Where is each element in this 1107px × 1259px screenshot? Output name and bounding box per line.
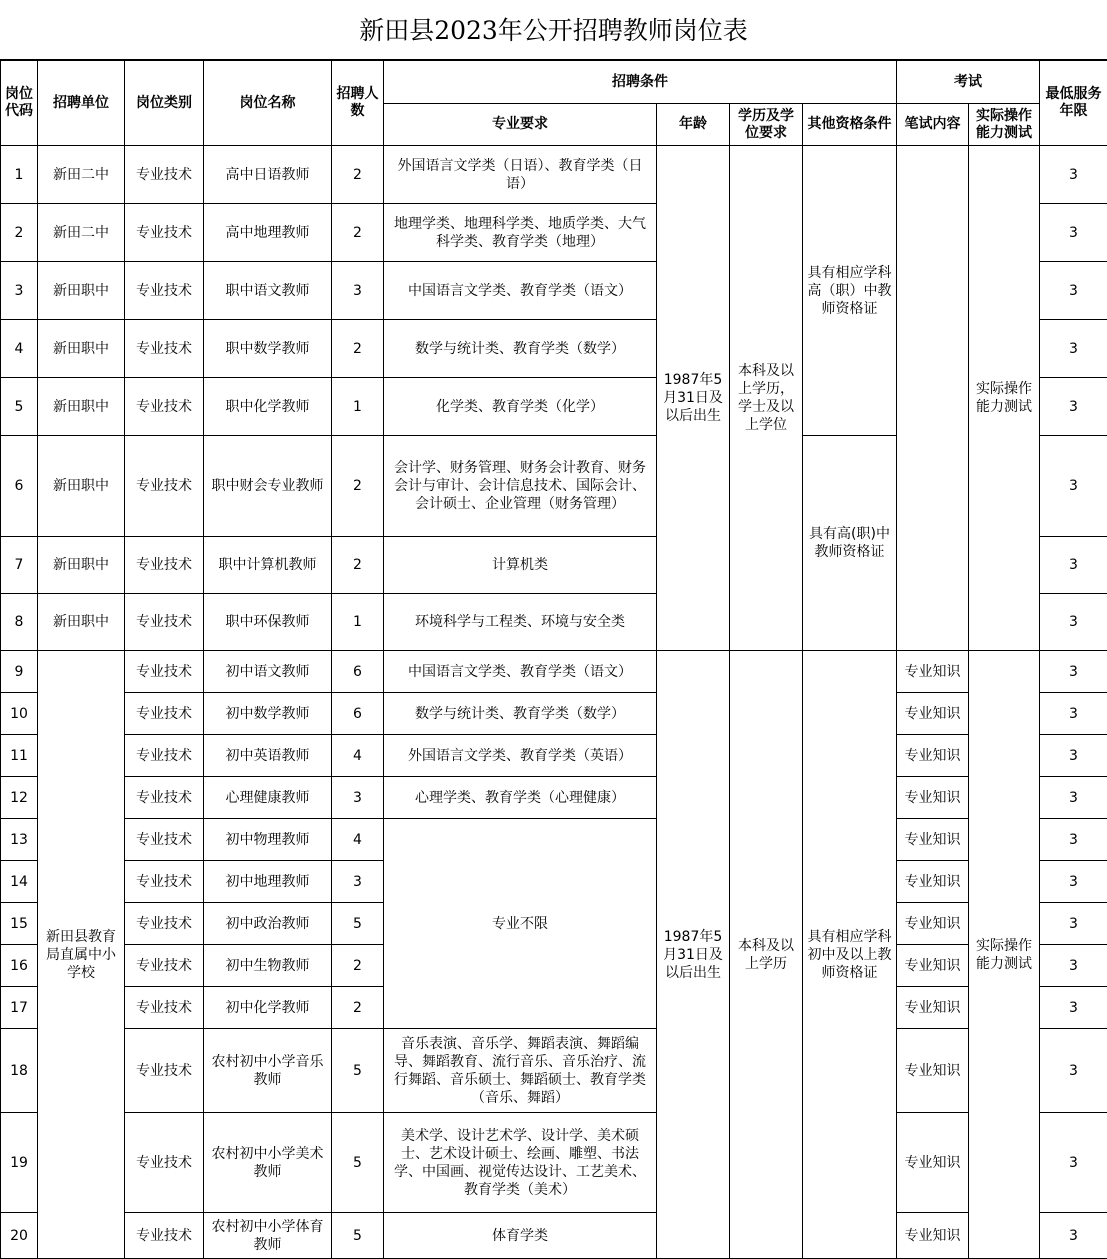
cell-practical-merged: 实际操作能力测试	[969, 651, 1040, 1259]
cell-category: 专业技术	[125, 378, 204, 436]
cell-position: 初中数学教师	[204, 693, 332, 735]
cell-position: 高中日语教师	[204, 146, 332, 204]
cell-unit: 新田职中	[38, 537, 125, 594]
cell-code: 8	[1, 594, 38, 651]
cell-category: 专业技术	[125, 262, 204, 320]
cell-position: 农村初中小学美术教师	[204, 1113, 332, 1213]
cell-position: 初中英语教师	[204, 735, 332, 777]
cell-count: 5	[332, 1113, 384, 1213]
table-row	[1, 819, 1107, 861]
cell-code: 1	[1, 146, 38, 204]
cell-count: 5	[332, 903, 384, 945]
cell-count: 2	[332, 204, 384, 262]
cell-count: 6	[332, 651, 384, 693]
cell-major-merged: 专业不限	[384, 819, 657, 1029]
cell-category: 专业技术	[125, 987, 204, 1029]
cell-code: 18	[1, 1029, 38, 1113]
cell-min-years: 3	[1040, 1029, 1107, 1113]
cell-category: 专业技术	[125, 146, 204, 204]
cell-unit: 新田二中	[38, 204, 125, 262]
cell-major: 中国语言文学类、教育学类（语文）	[384, 651, 657, 693]
cell-position: 高中地理教师	[204, 204, 332, 262]
cell-count: 2	[332, 945, 384, 987]
header-written: 笔试内容	[897, 104, 969, 146]
cell-unit: 新田职中	[38, 262, 125, 320]
cell-category: 专业技术	[125, 537, 204, 594]
cell-category: 专业技术	[125, 945, 204, 987]
cell-major: 会计学、财务管理、财务会计教育、财务会计与审计、会计信息技术、国际会计、会计硕士、企业管理（财务管理）	[384, 436, 657, 537]
cell-code: 11	[1, 735, 38, 777]
cell-position: 职中数学教师	[204, 320, 332, 378]
cell-min-years: 3	[1040, 693, 1107, 735]
table-row	[1, 146, 1107, 204]
cell-major: 心理学类、教育学类（心理健康）	[384, 777, 657, 819]
cell-written-empty	[897, 146, 969, 651]
cell-written: 专业知识	[897, 1113, 969, 1213]
cell-position: 农村初中小学体育教师	[204, 1213, 332, 1259]
table-row	[1, 651, 1107, 693]
cell-major: 数学与统计类、教育学类（数学）	[384, 693, 657, 735]
cell-code: 7	[1, 537, 38, 594]
cell-min-years: 3	[1040, 378, 1107, 436]
cell-major: 化学类、教育学类（化学）	[384, 378, 657, 436]
cell-position: 职中计算机教师	[204, 537, 332, 594]
cell-code: 4	[1, 320, 38, 378]
cell-category: 专业技术	[125, 1113, 204, 1213]
cell-written: 专业知识	[897, 693, 969, 735]
cell-major: 体育学类	[384, 1213, 657, 1259]
cell-written: 专业知识	[897, 777, 969, 819]
cell-written: 专业知识	[897, 945, 969, 987]
cell-min-years: 3	[1040, 651, 1107, 693]
cell-major: 数学与统计类、教育学类（数学）	[384, 320, 657, 378]
cell-code: 5	[1, 378, 38, 436]
cell-education-merged: 本科及以上学历，学士及以上学位	[730, 146, 803, 651]
cell-min-years: 3	[1040, 1213, 1107, 1259]
cell-code: 12	[1, 777, 38, 819]
cell-position: 心理健康教师	[204, 777, 332, 819]
cell-unit: 新田职中	[38, 594, 125, 651]
cell-code: 10	[1, 693, 38, 735]
cell-count: 3	[332, 861, 384, 903]
cell-written: 专业知识	[897, 1029, 969, 1113]
cell-major: 音乐表演、音乐学、舞蹈表演、舞蹈编导、舞蹈教育、流行音乐、音乐治疗、流行舞蹈、音乐硕士、舞蹈硕士、教育学类（音乐、舞蹈）	[384, 1029, 657, 1113]
cell-major: 外国语言文学类、教育学类（英语）	[384, 735, 657, 777]
table-row	[1, 777, 1107, 819]
header-major: 专业要求	[384, 104, 657, 146]
cell-min-years: 3	[1040, 945, 1107, 987]
cell-code: 14	[1, 861, 38, 903]
cell-code: 17	[1, 987, 38, 1029]
cell-min-years: 3	[1040, 903, 1107, 945]
positions-table	[0, 60, 1107, 1259]
cell-written: 专业知识	[897, 861, 969, 903]
cell-category: 专业技术	[125, 777, 204, 819]
cell-major: 环境科学与工程类、环境与安全类	[384, 594, 657, 651]
cell-count: 4	[332, 735, 384, 777]
cell-min-years: 3	[1040, 436, 1107, 537]
header-position: 岗位名称	[204, 61, 332, 146]
cell-category: 专业技术	[125, 1029, 204, 1113]
cell-code: 3	[1, 262, 38, 320]
cell-written: 专业知识	[897, 735, 969, 777]
cell-count: 1	[332, 594, 384, 651]
cell-min-years: 3	[1040, 735, 1107, 777]
table-row	[1, 1113, 1107, 1213]
cell-min-years: 3	[1040, 320, 1107, 378]
cell-category: 专业技术	[125, 903, 204, 945]
cell-position: 职中环保教师	[204, 594, 332, 651]
cell-count: 2	[332, 146, 384, 204]
cell-code: 16	[1, 945, 38, 987]
cell-practical-merged: 实际操作能力测试	[969, 146, 1040, 651]
cell-count: 3	[332, 777, 384, 819]
cell-category: 专业技术	[125, 320, 204, 378]
cell-code: 13	[1, 819, 38, 861]
cell-major: 外国语言文学类（日语）、教育学类（日语）	[384, 146, 657, 204]
header-category: 岗位类别	[125, 61, 204, 146]
cell-age-merged: 1987年5月31日及以后出生	[657, 651, 730, 1259]
cell-position: 职中语文教师	[204, 262, 332, 320]
cell-category: 专业技术	[125, 1213, 204, 1259]
cell-position: 初中政治教师	[204, 903, 332, 945]
cell-position: 职中化学教师	[204, 378, 332, 436]
cell-category: 专业技术	[125, 204, 204, 262]
cell-unit-merged: 新田县教育局直属中小学校	[38, 651, 125, 1259]
cell-min-years: 3	[1040, 594, 1107, 651]
cell-unit: 新田职中	[38, 436, 125, 537]
cell-code: 2	[1, 204, 38, 262]
cell-category: 专业技术	[125, 693, 204, 735]
table-row	[1, 693, 1107, 735]
cell-unit: 新田职中	[38, 378, 125, 436]
cell-min-years: 3	[1040, 537, 1107, 594]
header-exam: 考试	[897, 61, 1040, 104]
cell-category: 专业技术	[125, 594, 204, 651]
cell-major: 地理学类、地理科学类、地质学类、大气科学类、教育学类（地理）	[384, 204, 657, 262]
cell-count: 2	[332, 436, 384, 537]
cell-min-years: 3	[1040, 1113, 1107, 1213]
cell-min-years: 3	[1040, 819, 1107, 861]
cell-category: 专业技术	[125, 436, 204, 537]
cell-min-years: 3	[1040, 204, 1107, 262]
cell-qualification-merged: 具有相应学科高（职）中教师资格证	[803, 146, 897, 436]
cell-major: 美术学、设计艺术学、设计学、美术硕士、艺术设计硕士、绘画、雕塑、书法学、中国画、视觉传达设计、工艺美术、教育学类（美术）	[384, 1113, 657, 1213]
cell-count: 2	[332, 537, 384, 594]
cell-count: 2	[332, 987, 384, 1029]
cell-count: 6	[332, 693, 384, 735]
cell-category: 专业技术	[125, 651, 204, 693]
cell-category: 专业技术	[125, 861, 204, 903]
cell-category: 专业技术	[125, 735, 204, 777]
header-unit: 招聘单位	[38, 61, 125, 146]
cell-position: 初中地理教师	[204, 861, 332, 903]
cell-count: 5	[332, 1213, 384, 1259]
cell-position: 初中物理教师	[204, 819, 332, 861]
cell-unit: 新田二中	[38, 146, 125, 204]
cell-min-years: 3	[1040, 146, 1107, 204]
cell-count: 4	[332, 819, 384, 861]
header-other-qual: 其他资格条件	[803, 104, 897, 146]
cell-count: 2	[332, 320, 384, 378]
cell-written: 专业知识	[897, 1213, 969, 1259]
cell-position: 初中生物教师	[204, 945, 332, 987]
cell-written: 专业知识	[897, 903, 969, 945]
cell-min-years: 3	[1040, 987, 1107, 1029]
header-count: 招聘人数	[332, 61, 384, 146]
cell-code: 9	[1, 651, 38, 693]
cell-written: 专业知识	[897, 987, 969, 1029]
cell-code: 19	[1, 1113, 38, 1213]
cell-count: 5	[332, 1029, 384, 1113]
cell-category: 专业技术	[125, 819, 204, 861]
header-min-years: 最低服务年限	[1040, 61, 1107, 146]
cell-min-years: 3	[1040, 861, 1107, 903]
table-row	[1, 735, 1107, 777]
table-row	[1, 1213, 1107, 1259]
cell-qualification-merged: 具有高(职)中教师资格证	[803, 436, 897, 651]
header-practical: 实际操作能力测试	[969, 104, 1040, 146]
cell-written: 专业知识	[897, 651, 969, 693]
header-age: 年龄	[657, 104, 730, 146]
cell-position: 农村初中小学音乐教师	[204, 1029, 332, 1113]
cell-count: 1	[332, 378, 384, 436]
cell-min-years: 3	[1040, 262, 1107, 320]
cell-age-merged: 1987年5月31日及以后出生	[657, 146, 730, 651]
cell-position: 职中财会专业教师	[204, 436, 332, 537]
header-conditions: 招聘条件	[384, 61, 897, 104]
cell-code: 20	[1, 1213, 38, 1259]
cell-min-years: 3	[1040, 777, 1107, 819]
cell-position: 初中化学教师	[204, 987, 332, 1029]
cell-count: 3	[332, 262, 384, 320]
cell-code: 15	[1, 903, 38, 945]
cell-education-merged: 本科及以上学历	[730, 651, 803, 1259]
page-title: 新田县2023年公开招聘教师岗位表	[0, 0, 1107, 60]
header-code: 岗位代码	[1, 61, 38, 146]
cell-unit: 新田职中	[38, 320, 125, 378]
header-education: 学历及学位要求	[730, 104, 803, 146]
cell-code: 6	[1, 436, 38, 537]
cell-major: 中国语言文学类、教育学类（语文）	[384, 262, 657, 320]
cell-written: 专业知识	[897, 819, 969, 861]
cell-qualification-merged: 具有相应学科初中及以上教师资格证	[803, 651, 897, 1259]
cell-major: 计算机类	[384, 537, 657, 594]
table-row	[1, 1029, 1107, 1113]
cell-position: 初中语文教师	[204, 651, 332, 693]
